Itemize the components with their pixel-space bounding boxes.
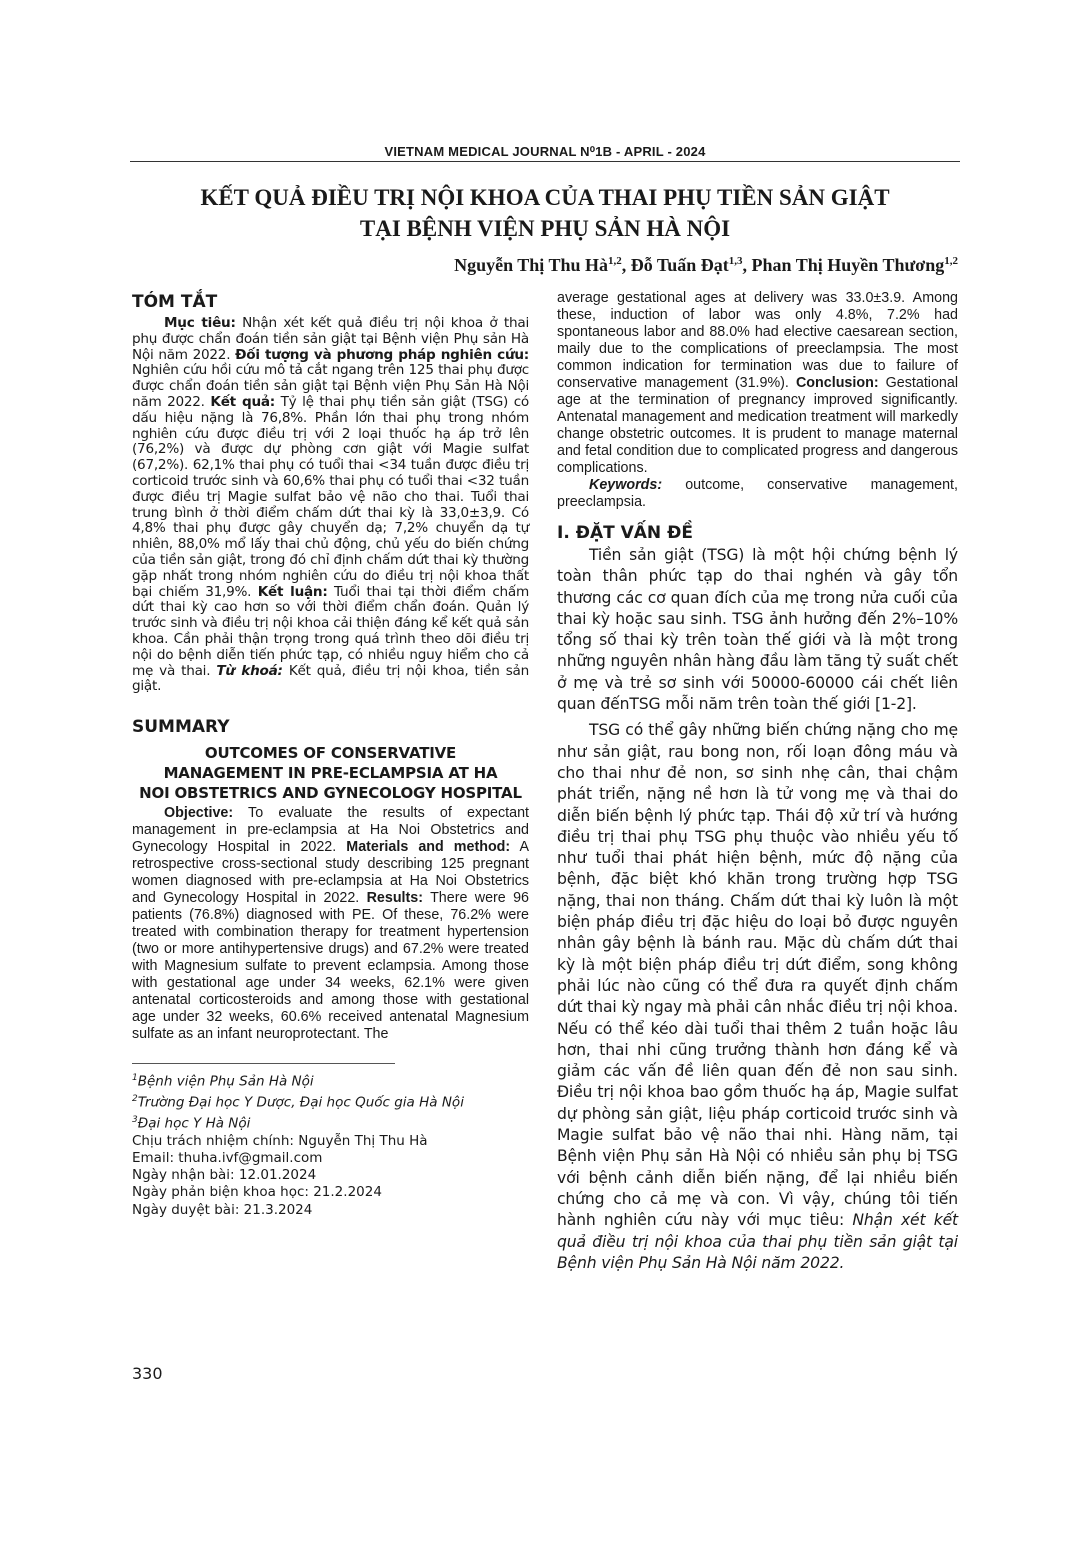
footnote-corresponding: Chịu trách nhiệm chính: Nguyễn Thị Thu Hà — [132, 1132, 428, 1149]
footnote-email: Email: thuha.ivf@gmail.com — [132, 1149, 323, 1166]
page-number: 330 — [132, 1364, 163, 1383]
footnote-reviewed: Ngày phản biện khoa học: 21.2.2024 — [132, 1184, 382, 1201]
summary-title: OUTCOMES OF CONSERVATIVE MANAGEMENT IN PRE-ECLAMPSIA AT HA NOI OBSTETRICS AND GYNECOLOGY HOSPITAL — [139, 744, 522, 803]
section-1-heading: I. ĐẶT VẤN ĐỀ — [557, 523, 693, 543]
left-column — [132, 290, 529, 1219]
tom-tat-abstract: Mục tiêu: Nhận xét kết quả điều trị nội khoa ở thai phụ được chẩn đoán tiền sản giật tại Bệnh viện Phụ sản Hà Nội năm 2022. Đối tượng và phương pháp nghiên cứu: Nghiên cứu hồi cứu mô tả cắt ngang trên 125 thai phụ được được chẩn đoán tiền sản giật tại Bệnh viện Phụ Sản Hà Nội năm 2022. Kết quả: Tỷ lệ thai phụ tiền sản giật (TSG) có dấu hiệu nặng là 76,8%. Phần lớn thai phụ trong nhóm nghiên cứu được điều trị với 2 loại thuốc hạ áp trở lên (76,2%) và được dự phòng cơn giật với Magie sulfat (67,2%). 62,1% thai phụ có tuổi thai <34 tuần được điều trị corticoid trước sinh và 60,6% thai phụ có tuổi thai <32 tuần được điều trị Magie sulfat bảo vệ não cho thai. Tuổi thai trung bình ở thời điểm chấm dứt thai kỳ là 33,0±3,9. Có 4,8% thai phụ được gây chuyển dạ; 7,2% chuyển dạ tự nhiên, 88,0% mổ lấy thai chủ động, chủ yếu do biến chứng của tiền sản giật, trong đó chỉ định chấm dứt thai kỳ thường gặp nhất trong nhóm nghiên cứu do điều trị nội khoa thất bại chiếm 31,9%. Kết luận: Tuổi thai tại thời điểm chấm dứt thai kỳ cao hơn so với thời điểm chẩn đoán. Quản lý trước sinh và điều trị nội khoa cải thiện đáng kể kết quả sản khoa. Cần phải thận trọng trong quá trình theo dõi điều trị nội do bệnh diễn tiến phức tạp, có nhiều nguy hiểm cho cả mẹ và thai. Từ khoá: Kết quả, điều trị nội khoa, tiền sản giật. — [132, 315, 529, 695]
summary-keywords: Keywords: outcome, conservative management, preeclampsia. — [557, 477, 958, 510]
footnote-accepted: Ngày duyệt bài: 21.3.2024 — [132, 1201, 313, 1218]
journal-header: VIETNAM MEDICAL JOURNAL N⁰1B - APRIL - 2024 — [384, 144, 706, 159]
summary-abstract: Objective: To evaluate the results of expectant management in pre-eclampsia at Ha Noi Obstetrics and Gynecology Hospital in 2022. Materials and method: A retrospective cross-sectional study describing 125 pregnant women diagnosed with pre-eclampsia at Ha Noi Obstetrics and Gynecology Hospital in 2022. Results: There were 96 patients (76.8%) diagnosed with PE. Of these, 76.2% were treated with combination therapy for treatment hypertension (two or more antihypertensive drugs) and 67.2% were treated with Magnesium sulfate to prevent eclampsia. Among those with gestational age under 34 weeks, 62.1% were given antenatal corticosteroids and among those with gestational age under 32 weeks, 60.6% received antenatal Magnesium sulfate as an infant neuroprotectant. The — [132, 805, 529, 1043]
author-3: Phan Thị Huyền Thương$^{1,2}$ — [751, 255, 958, 275]
right-column — [557, 290, 958, 1274]
footnote-rule — [132, 1063, 395, 1064]
tom-tat-heading: TÓM TẮT — [132, 292, 218, 312]
footnote-aff2: $^2$Trường Đại học Y Dược, Đại học Quốc gia Hà Nội — [132, 1093, 464, 1111]
header-rule — [130, 161, 960, 162]
section-1-paragraph-2: TSG có thể gây những biến chứng nặng cho mẹ như sản giật, rau bong non, rối loạn đông máu và cho thai như đẻ non, sơ sinh nhẹ cân, thai chậm phát triển, nặng nề hơn là tử vong mẹ và thai do diễn biến bệnh lý phức tạp. Thái độ xử trí và hướng điều trị thai phụ TSG phụ thuộc vào nhiều yếu tố như tuổi thai phát hiện bệnh, mức độ nặng của bệnh, đặc biệt khó khăn trong trường hợp TSG nặng, thai non tháng. Chấm dứt thai kỳ luôn là một biện pháp điều trị đặc hiệu do loại bỏ được nguyên nhân gây bệnh là bánh rau. Mặc dù chấm dứt thai kỳ là một biện pháp điều trị dứt điểm, song không phải lúc nào cũng có thể đưa ra quyết định chấm dứt thai kỳ ngay mà phải cân nhắc điều trị nội khoa. Nếu có thể kéo dài tuổi thai thêm 2 tuần hoặc lâu hơn, thai nhi cũng trưởng thành hơn đáng kể và giảm các vấn đề liên quan đến đẻ non sau sinh. Điều trị nội khoa bao gồm thuốc hạ áp, Magie sulfat dự phòng sản giật, liệu pháp corticoid trước sinh và Magie sulfat bảo vệ não thai nhi. Hàng năm, tại Bệnh viện Phụ sản Hà Nội có nhiều sản phụ bị TSG với bệnh cảnh diễn biến nặng, để lại nhiều biến chứng cho cả mẹ và con. Vì vậy, chúng tôi tiến hành nghiên cứu này với mục tiêu: Nhận xét kết quả điều trị nội khoa của thai phụ tiền sản giật tại Bệnh viện Phụ Sản Hà Nội năm 2022. — [557, 721, 958, 1272]
footnote-aff1: $^1$Bệnh viện Phụ Sản Hà Nội — [132, 1073, 314, 1090]
paper-title — [130, 182, 960, 244]
footnote-aff3: $^3$Đại học Y Hà Nội — [132, 1114, 251, 1132]
author-2: Đỗ Tuấn Đạt$^{1,3}$, — [630, 255, 752, 275]
footnote-received: Ngày nhận bài: 12.01.2024 — [132, 1167, 317, 1184]
section-1-paragraph-1: Tiền sản giật (TSG) là một hội chứng bệnh lý toàn thân phức tạp do thai nghén và gây tổn thương các cơ quan đích của mẹ trong nửa cuối của thai kỳ hoặc sau sinh. TSG ảnh hưởng đến 2%–10% tổng số thai kỳ trên toàn thế giới và là một trong những nguyên nhân hàng đầu làm tăng tỷ suất chết ở mẹ và trẻ sơ sinh với 50000-60000 cái chết liên quan đếnTSG mỗi năm trên toàn thế giới [1-2]. — [557, 546, 958, 714]
summary-abstract-cont: average gestational ages at delivery was 33.0±3.9. Among these, induction of labor was only 4.8%, 7.2% had spontaneous labor and 88.0% had elective caesarean section, maily due to the complications of preeclampsia. The most common indication for termination was due to failure of conservative management (31.9%). Conclusion: Gestational age at the termination of pregnancy improved significantly. Antenatal management and medication treatment will markedly change obstetric outcomes. It is prudent to manage maternal and fetal condition due to complicated progress and dangerous complications. — [557, 290, 958, 476]
title-line-2: TẠI BỆNH VIỆN PHỤ SẢN HÀ NỘI — [359, 216, 731, 241]
title-line-1: KẾT QUẢ ĐIỀU TRỊ NỘI KHOA CỦA THAI PHỤ TIỀN SẢN GIẬT — [200, 185, 890, 210]
author-list — [454, 255, 958, 276]
author-1: Nguyễn Thị Thu Hà$^{1,2}$, — [454, 255, 631, 275]
summary-heading: SUMMARY — [132, 717, 230, 738]
